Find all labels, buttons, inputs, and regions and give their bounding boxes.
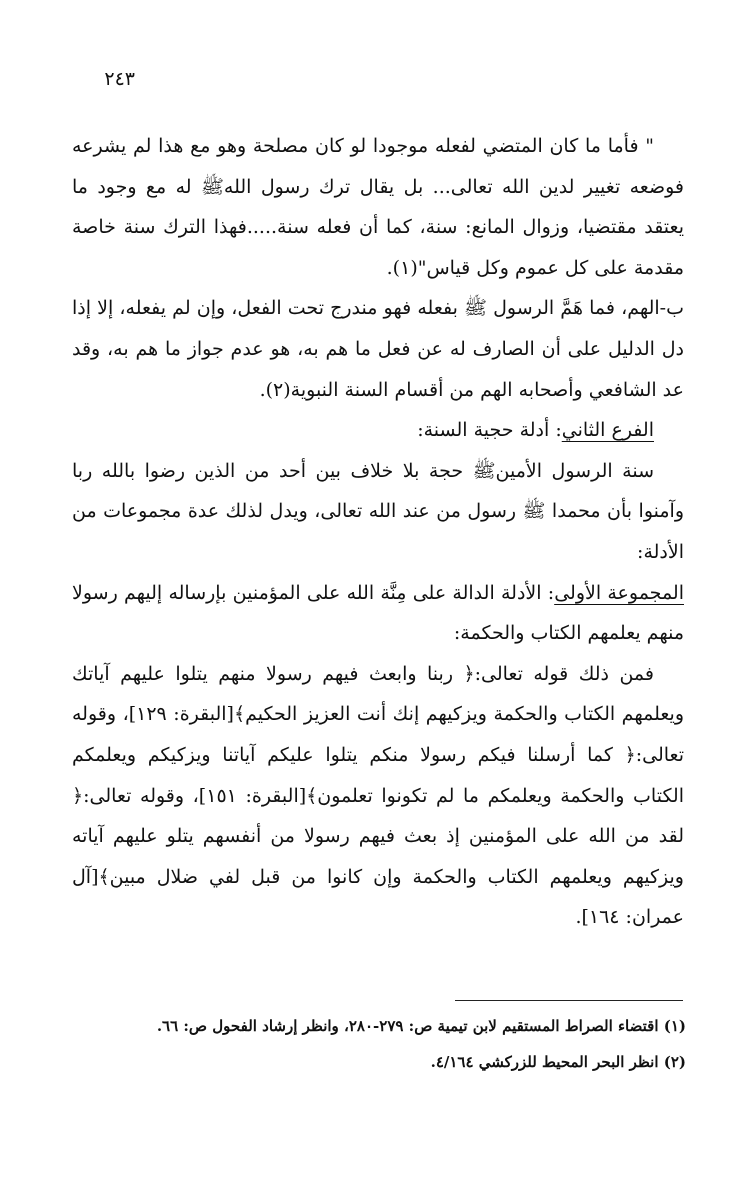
heading-first-group: المجموعة الأولى	[554, 581, 684, 604]
heading-second-branch-rest: : أدلة حجية السنة:	[417, 419, 562, 442]
heading-second-branch: الفرع الثاني	[561, 419, 654, 442]
paragraph-hamm	[72, 288, 684, 410]
paragraph-verses	[72, 654, 684, 938]
section-heading-second-branch	[72, 410, 684, 451]
paragraph-verses-text: فمن ذلك قوله تعالى:﴿ ربنا وابعث فيهم رسولا منهم يتلوا عليهم آياتك ويعلمهم الكتاب والحكمة ويزكيهم إنك أنت العزيز الحكيم﴾[البقرة: ١٢٩]، وقوله تعالى:﴿ كما أرسلنا فيكم رسولا منكم يتلوا عليكم آياتنا ويزكيكم ويعلمكم الكتاب والحكمة ويعلمكم ما لم تكونوا تعلمون﴾[البقرة: ١٥١]، وقوله تعالى:﴿ لقد من الله على المؤمنين إذ بعث فيهم رسولا من أنفسهم يتلو عليهم آياته ويزكيهم ويعلمهم الكتاب والحكمة وإن كانوا من قبل لفي ضلال مبين﴾[آل عمران: ١٦٤].	[72, 662, 685, 929]
paragraph-quote	[72, 126, 684, 288]
heading-first-group-rest: : الأدلة الدالة على مِنَّة الله على المؤمنين بإرساله إليهم رسولا منهم يعلمهم الكتاب والحكمة:	[72, 581, 684, 645]
footnote-2: (٢) انظر البحر المحيط للزركشي ٤/١٦٤.	[430, 1053, 686, 1071]
paragraph-hamm-text: ب-الهم، فما هَمَّ الرسول ﷺ بفعله فهو مندرج تحت الفعل، وإن لم يفعله، إلا إذا دل الدليل على أن الصارف له عن فعل ما هم به، هو عدم جواز ما هم به، وقد عد الشافعي وأصحابه الهم من أقسام السنة النبوية(٢).	[72, 297, 684, 401]
paragraph-sunnah-authority	[72, 451, 684, 573]
paragraph-sunnah-authority-text: سنة الرسول الأمينﷺ حجة بلا خلاف بين أحد من الذين رضوا بالله ربا وآمنوا بأن محمدا ﷺ رسول من عند الله تعالى، ويدل لذلك عدة مجموعات من الأدلة:	[72, 459, 684, 563]
main-text	[72, 126, 684, 938]
footnote-separator	[455, 1000, 683, 1001]
footnote-1: (١) اقتضاء الصراط المستقيم لابن تيمية ص: ٢٧٩-٢٨٠، وانظر إرشاد الفحول ص: ٦٦.	[156, 1017, 686, 1035]
section-heading-first-group	[72, 573, 684, 654]
paragraph-quote-text: " فأما ما كان المتضي لفعله موجودا لو كان مصلحة وهو مع هذا لم يشرعه فوضعه تغيير لدين الله تعالى... بل يقال ترك رسول اللهﷺ له مع وجود ما يعتقد مقتضيا، وزوال المانع: سنة، كما أن فعله سنة.....فهذا الترك سنة خاصة مقدمة على كل عموم وكل قياس"(١).	[72, 135, 684, 279]
page-number: ٢٤٣	[104, 68, 135, 90]
